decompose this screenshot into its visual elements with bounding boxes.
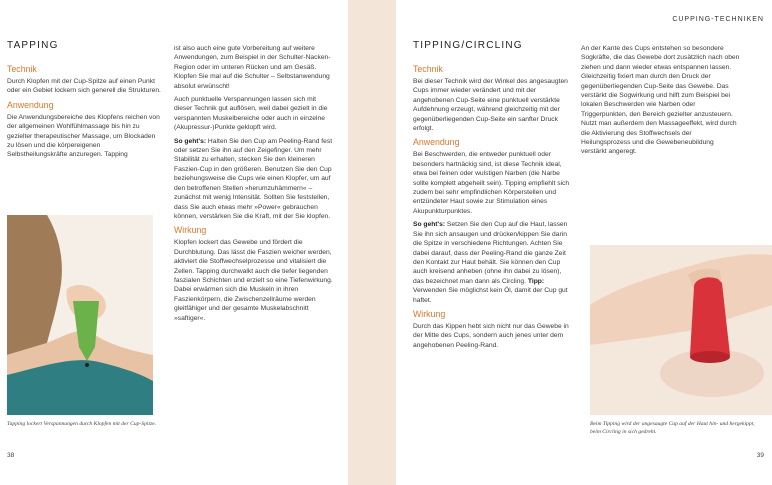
- anwendung-text-right: Bei Beschwerden, die entweder punktuell oder besonders hartnäckig sind, ist diese Technik ideal, etwa bei feinen oder wulstigen Narben (die Narbe sollte komplett abgeheilt sein). Tipping empfiehlt sich zudem bei sehr empfindlichen Körperstellen und entzündeter Haut sowie zur Stimulation eines Akupunkturpunktes.: [413, 151, 570, 215]
- red-cup-rim: [690, 351, 730, 363]
- wirkung-text-right: Durch das Kippen hebt sich nicht nur das Gewebe in der Mitte des Cups, sondern auch jenes unter dem angehobenen Peeling-Rand.: [413, 322, 569, 349]
- right-column-2: [581, 44, 741, 161]
- tipp-label: Tipp:: [527, 277, 545, 285]
- anwendung-text: Die Anwendungsbereiche des Klopfens reichen von der allgemeinen Wohlfühlmassage bis hin zu gezielter therapeutischer Massage, um Blockaden zu lösen und die körpereigenen Selbstheilungskräfte anzuregen. Tapping: [7, 113, 160, 159]
- left-column-2: [174, 44, 334, 327]
- page-gutter: [348, 0, 396, 485]
- heading-wirkung-right: Wirkung: [413, 308, 446, 319]
- heading-wirkung: Wirkung: [174, 225, 207, 236]
- so-gehts-text: Halten Sie den Cup am Peeling-Rand fest oder setzen Sie ihn auf den Zeigefinger. Um mehr Stabilität zu erhalten, stecken Sie den kleineren Faszien-Cup in den größeren. Benutzen Sie den Cup beziehungsweise die Cups wie einen Klopfer, um auf den betroffenen Stellen »herumzuhämmern« – zunächst mit wenig Intensität. Sollten Sie feststellen, dass Sie auch etwas mehr »Power« gebrauchen können, verstärken Sie die Kraft, mit der Sie klopfen.: [174, 137, 333, 220]
- right-page: [396, 0, 772, 485]
- right-column-1: [413, 64, 571, 354]
- right-caption: Beim Tipping wird der angesaugte Cup auf der Haut hin- und hergekippt, beim Circling in sich gedreht.: [590, 421, 755, 435]
- technik-text: Durch Klopfen mit der Cup-Spitze auf einen Punkt oder ein Gebiet lockern sich generell die Strukturen.: [7, 78, 161, 95]
- col2-text-1: ist also auch eine gute Vorbereitung auf weitere Anwendungen, zum Beispiel in der Schulter-Nacken-Region oder im unteren Rücken und am Gesäß. Klopfen Sie mal auf die Schulter – Selbstanwendung absolut erwünscht!: [174, 45, 331, 90]
- heading-technik-right: Technik: [413, 64, 443, 74]
- page-number-right: 39: [756, 452, 764, 459]
- left-page: [0, 0, 348, 485]
- so-gehts-label-right: So geht's:: [413, 221, 446, 229]
- heading-technik: Technik: [7, 64, 37, 74]
- tap-point-marker: [85, 363, 89, 367]
- section-title-tapping: TAPPING: [7, 40, 59, 51]
- left-caption: Tapping lockert Verspannungen durch Klopfen mit der Cup-Spitze.: [7, 421, 157, 427]
- running-head: CUPPING-TECHNIKEN: [672, 16, 764, 23]
- tapping-illustration: [7, 215, 153, 415]
- heading-anwendung: Anwendung: [7, 99, 54, 110]
- tipping-illustration: [590, 245, 772, 415]
- so-gehts-paragraph-right: [413, 220, 571, 305]
- col2-text-2: Auch punktuelle Verspannungen lassen sich mit dieser Technik gut auflösen, weil dabei gezielt in die verspannten Muskelbereiche oder auch in einzelne (Akupressur-)Punkte geklopft wird.: [174, 96, 328, 132]
- tipp-text: Verwenden Sie möglichst kein Öl, damit der Cup gut haftet.: [413, 287, 568, 304]
- so-gehts-label: So geht's:: [174, 137, 207, 145]
- so-gehts-text-right: Setzen Sie den Cup auf die Haut, lassen Sie ihn sich ansaugen und drücken/kippen Sie darin die Spitze in verschiedene Richtungen. Achten Sie dabei darauf, dass der Peeling-Rand die ganze Zeit den Kontakt zur Haut behält. Sie können den Cup auch kreisend anheben (ohne ihn dabei zu lösen), das bezeichnet man dann als Circling.: [413, 221, 568, 285]
- technik-text-right: Bei dieser Technik wird der Winkel des angesaugten Cups immer wieder verändert und mit der angehobenen Cup-Seite eine punktuell verstärkte Aufdehnung erzeugt, während gleichzeitig mit der gegenüberliegenden Cup-Seite ein sanfter Druck erfolgt.: [413, 78, 568, 133]
- heading-anwendung-right: Anwendung: [413, 137, 460, 148]
- col2-text-right: An der Kante des Cups entstehen so besondere Sogkräfte, die das Gewebe dort zusätzlich nach oben ziehen und dann wieder etwas entspannen lassen. Gleichzeitig fixiert man durch den Druck der gegenüberliegenden Cup-Seite das Gewebe. Das verstärkt die Sogwirkung und hilft zum Beispiel bei lokalen Beschwerden wie Narben oder Triggerpunkten, den Bereich gezielter anzusteuern. Nutzt man außerdem den Massageeffekt, wird durch die Aktivierung des Stoffwechsels der Heilungsprozess und die Gewebeneubildung verstärkt angeregt.: [581, 45, 740, 156]
- section-title-tipping: TIPPING/CIRCLING: [413, 40, 523, 51]
- so-gehts-paragraph: [174, 137, 334, 222]
- page-number-left: 38: [7, 452, 15, 459]
- left-column-1: [7, 64, 162, 164]
- wirkung-text: Klopfen lockert das Gewebe und fördert die Durchblutung. Das lässt die Faszien weicher werden, aktiviert die Stoffwechselprozesse und vitalisiert die Zellen. Tapping durchwalkt auch die tiefer liegenden faszialen Schichten und erzielt so eine Tiefenwirkung. Dabei erwärmen sich die Muskeln in ihren Faszienkörpern, die Zwischenzellräume werden gleitfähiger und der gesamte Muskelabschnitt »saftiger«.: [174, 239, 333, 322]
